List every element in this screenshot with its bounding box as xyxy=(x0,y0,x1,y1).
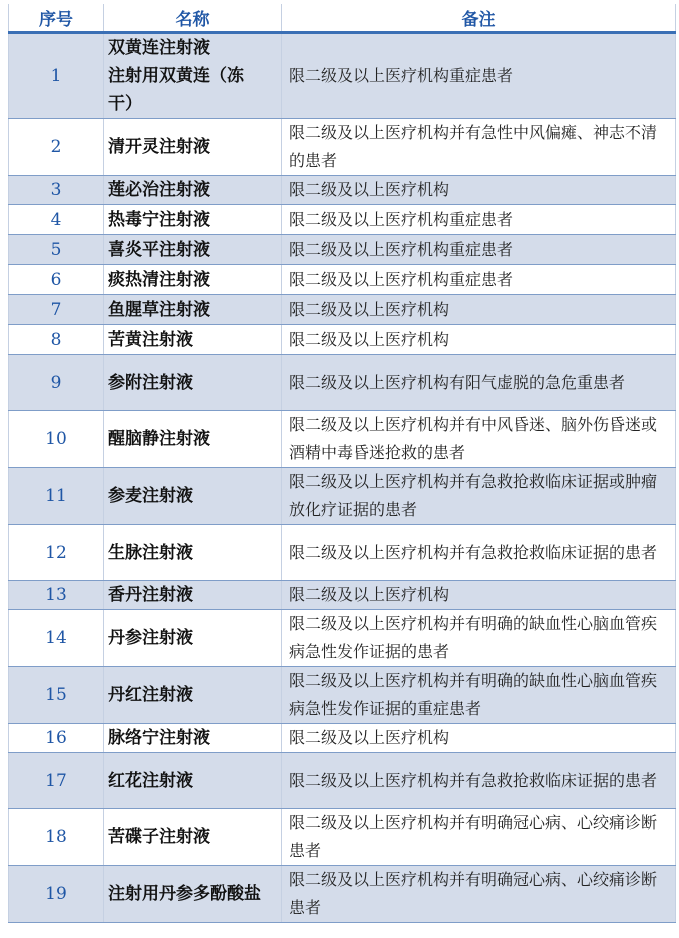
row-number: 3 xyxy=(9,176,104,205)
table-row xyxy=(9,753,676,809)
drug-name: 红花注射液 xyxy=(104,753,282,809)
drug-note: 限二级及以上医疗机构 xyxy=(282,295,676,325)
row-number: 5 xyxy=(9,235,104,265)
table-row xyxy=(9,205,676,235)
drug-note: 限二级及以上医疗机构并有明确冠心病、心绞痛诊断患者 xyxy=(282,809,676,866)
table-row xyxy=(9,235,676,265)
table-row xyxy=(9,468,676,525)
table-row xyxy=(9,176,676,205)
table-row xyxy=(9,411,676,468)
header-row xyxy=(9,4,676,33)
row-number: 17 xyxy=(9,753,104,809)
drug-note: 限二级及以上医疗机构并有中风昏迷、脑外伤昏迷或酒精中毒昏迷抢救的患者 xyxy=(282,411,676,468)
drug-note: 限二级及以上医疗机构重症患者 xyxy=(282,265,676,295)
table-row xyxy=(9,265,676,295)
drug-name: 丹参注射液 xyxy=(104,610,282,667)
drug-name xyxy=(104,33,282,119)
drug-name: 喜炎平注射液 xyxy=(104,235,282,265)
drug-note: 限二级及以上医疗机构并有急性中风偏瘫、神志不清的患者 xyxy=(282,119,676,176)
drug-name: 注射用丹参多酚酸盐 xyxy=(104,866,282,923)
row-number: 4 xyxy=(9,205,104,235)
drug-note: 限二级及以上医疗机构并有明确的缺血性心脑血管疾病急性发作证据的重症患者 xyxy=(282,667,676,724)
drug-note: 限二级及以上医疗机构并有急救抢救临床证据的患者 xyxy=(282,753,676,809)
row-number: 8 xyxy=(9,325,104,355)
drug-note: 限二级及以上医疗机构 xyxy=(282,581,676,610)
drug-name: 参附注射液 xyxy=(104,355,282,411)
drug-note: 限二级及以上医疗机构 xyxy=(282,724,676,753)
table-row xyxy=(9,355,676,411)
drug-name: 香丹注射液 xyxy=(104,581,282,610)
drug-name: 热毒宁注射液 xyxy=(104,205,282,235)
row-number: 9 xyxy=(9,355,104,411)
table-row xyxy=(9,525,676,581)
drug-name: 清开灵注射液 xyxy=(104,119,282,176)
row-number: 15 xyxy=(9,667,104,724)
row-number: 14 xyxy=(9,610,104,667)
table-row xyxy=(9,809,676,866)
drug-name: 莲必治注射液 xyxy=(104,176,282,205)
drug-name: 苦黄注射液 xyxy=(104,325,282,355)
drug-name: 生脉注射液 xyxy=(104,525,282,581)
drug-name: 鱼腥草注射液 xyxy=(104,295,282,325)
table-row xyxy=(9,866,676,923)
drug-note: 限二级及以上医疗机构并有急救抢救临床证据或肿瘤放化疗证据的患者 xyxy=(282,468,676,525)
drug-note: 限二级及以上医疗机构重症患者 xyxy=(282,205,676,235)
drug-name-line: 注射用双黄连（冻 xyxy=(108,66,244,86)
table-row xyxy=(9,724,676,753)
drug-note: 限二级及以上医疗机构重症患者 xyxy=(282,33,676,119)
table-row xyxy=(9,325,676,355)
drug-restriction-table xyxy=(8,4,676,923)
drug-name: 苦碟子注射液 xyxy=(104,809,282,866)
table-row xyxy=(9,581,676,610)
drug-name: 痰热清注射液 xyxy=(104,265,282,295)
row-number: 19 xyxy=(9,866,104,923)
table-row xyxy=(9,119,676,176)
row-number: 16 xyxy=(9,724,104,753)
drug-name-line: 双黄连注射液 xyxy=(108,38,210,58)
drug-note: 限二级及以上医疗机构重症患者 xyxy=(282,235,676,265)
row-number: 6 xyxy=(9,265,104,295)
drug-name-line: 干） xyxy=(108,94,142,114)
table-row xyxy=(9,610,676,667)
drug-name: 醒脑静注射液 xyxy=(104,411,282,468)
row-number: 13 xyxy=(9,581,104,610)
drug-name: 丹红注射液 xyxy=(104,667,282,724)
row-number: 7 xyxy=(9,295,104,325)
drug-note: 限二级及以上医疗机构并有明确冠心病、心绞痛诊断患者 xyxy=(282,866,676,923)
drug-note: 限二级及以上医疗机构并有急救抢救临床证据的患者 xyxy=(282,525,676,581)
drug-name: 脉络宁注射液 xyxy=(104,724,282,753)
header-note: 备注 xyxy=(282,4,676,33)
row-number: 18 xyxy=(9,809,104,866)
row-number: 12 xyxy=(9,525,104,581)
row-number: 11 xyxy=(9,468,104,525)
drug-note: 限二级及以上医疗机构有阳气虚脱的急危重患者 xyxy=(282,355,676,411)
row-number: 10 xyxy=(9,411,104,468)
header-no: 序号 xyxy=(9,4,104,33)
drug-name: 参麦注射液 xyxy=(104,468,282,525)
drug-note: 限二级及以上医疗机构 xyxy=(282,176,676,205)
table-row xyxy=(9,295,676,325)
drug-note: 限二级及以上医疗机构并有明确的缺血性心脑血管疾病急性发作证据的患者 xyxy=(282,610,676,667)
row-number: 2 xyxy=(9,119,104,176)
table-row xyxy=(9,33,676,119)
row-number: 1 xyxy=(9,33,104,119)
table-row xyxy=(9,667,676,724)
header-name: 名称 xyxy=(104,4,282,33)
drug-note: 限二级及以上医疗机构 xyxy=(282,325,676,355)
